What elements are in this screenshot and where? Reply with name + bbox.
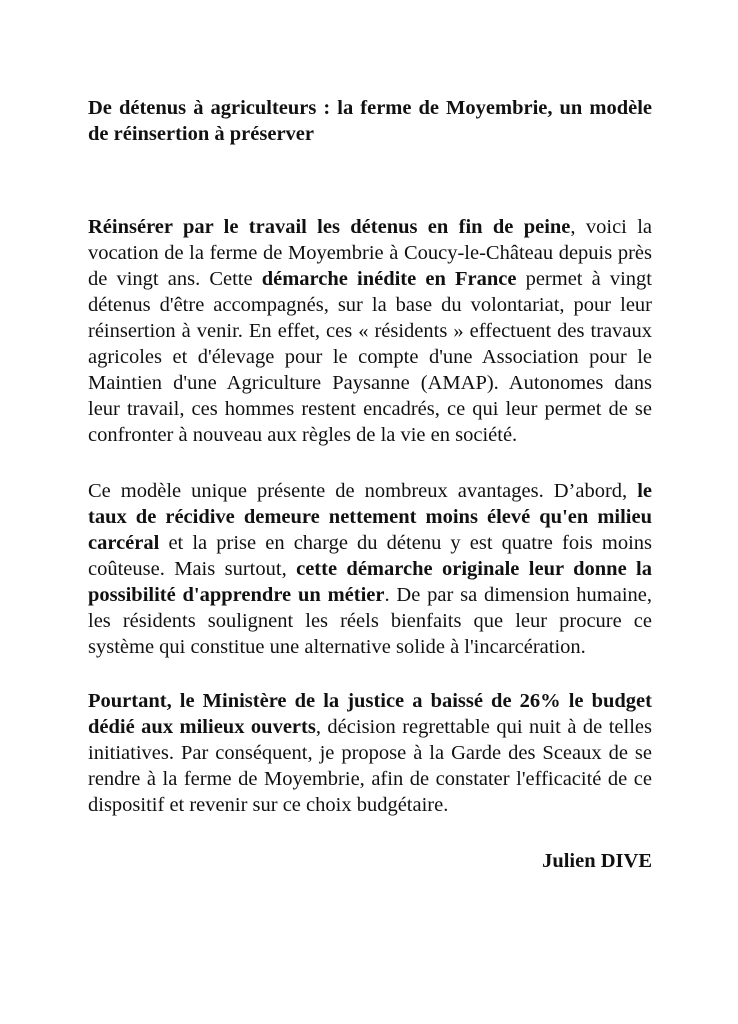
document-page — [88, 95, 652, 895]
paragraph-1-text-1: , voici la vocation de la ferme de Moyembrie à Coucy-le-Château depuis près de vingt ans. Cette — [88, 216, 652, 290]
paragraph-2-text-2: et la prise en charge du détenu y est quatre fois moins coûteuse. Mais surtout, — [88, 532, 652, 580]
paragraph-3 — [88, 688, 652, 818]
paragraph-2-text-1: Ce modèle unique présente de nombreux avantages. D’abord, — [88, 480, 638, 502]
paragraph-3-text-1: , décision regrettable qui nuit à de telles initiatives. Par conséquent, je propose à la Garde des Sceaux de se rendre à la ferme de Moyembrie, afin de constater l'efficacité de ce dispositif et revenir sur ce choix budgétaire. — [88, 716, 652, 816]
signature: Julien DIVE — [542, 850, 652, 872]
paragraph-2-bold-1: le taux de récidive demeure nettement moins élevé qu'en milieu carcéral — [88, 480, 652, 554]
document-title: De détenus à agriculteurs : la ferme de Moyembrie, un modèle de réinsertion à préserver — [88, 97, 652, 145]
paragraph-2 — [88, 478, 652, 660]
paragraph-1-text-2: permet à vingt détenus d'être accompagnés, sur la base du volontariat, pour leur réinsertion à venir. En effet, ces « résidents » effectuent des travaux agricoles et d'élevage pour le compte d'une Association pour le Maintien d'une Agriculture Paysanne (AMAP). Autonomes dans leur travail, ces hommes restent encadrés, ce qui leur permet de se confronter à nouveau aux règles de la vie en société. — [88, 268, 652, 446]
paragraph-1 — [88, 214, 652, 448]
paragraph-1-bold-1: Réinsérer par le travail les détenus en fin de peine — [88, 216, 571, 238]
paragraph-2-bold-2: cette démarche originale leur donne la possibilité d'apprendre un métier — [88, 558, 652, 606]
paragraph-1-bold-2: démarche inédite en France — [261, 268, 517, 290]
paragraph-2-text-3: . De par sa dimension humaine, les résidents soulignent les réels bienfaits que leur procure ce système qui constitue une alternative solide à l'incarcération. — [88, 584, 652, 658]
paragraph-3-bold-1: Pourtant, le Ministère de la justice a baissé de 26% le budget dédié aux milieux ouverts — [88, 690, 652, 738]
